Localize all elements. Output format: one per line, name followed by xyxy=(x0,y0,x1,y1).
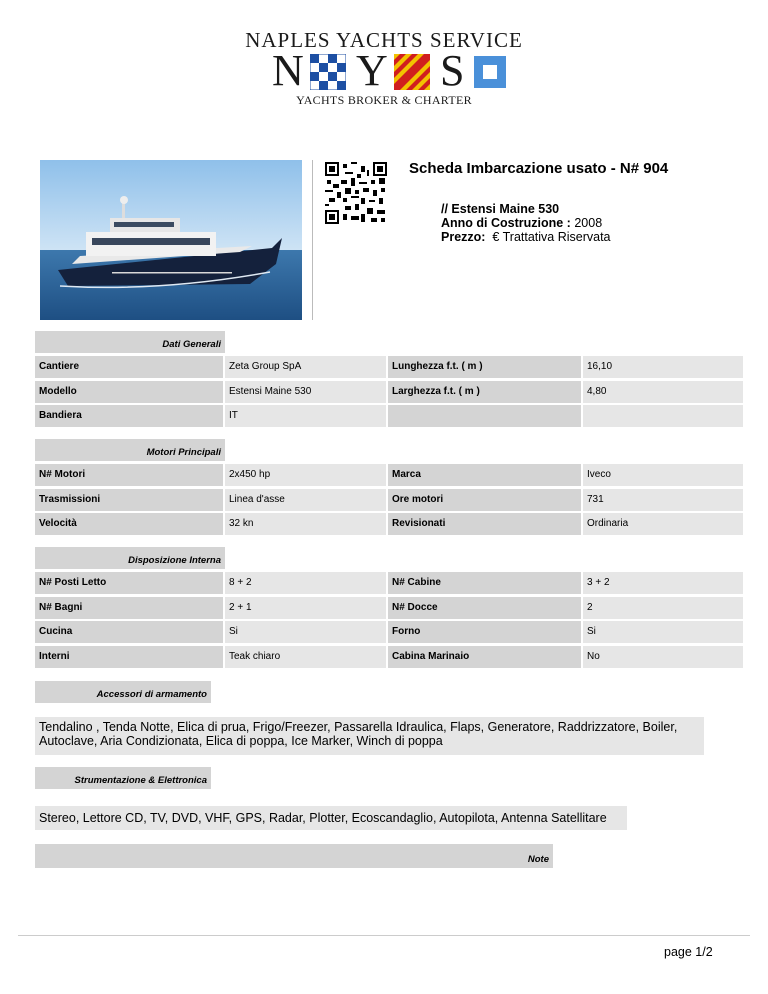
field-value: 32 kn xyxy=(225,513,386,535)
accessori-text: Tendalino , Tenda Notte, Elica di prua, Frigo/Freezer, Passarella Idraulica, Flaps, Generatore, Raddrizzatore, Boiler, Autoclave, Aria Condizionata, Elica di poppa, Ice Marker, Winch di poppa xyxy=(35,717,704,755)
field-value: Linea d'asse xyxy=(225,489,386,511)
page-title: Scheda Imbarcazione usato - N# 904 xyxy=(409,160,669,177)
field-label: N# Posti Letto xyxy=(35,572,223,594)
field-value: Estensi Maine 530 xyxy=(225,381,386,403)
section-header-note xyxy=(35,844,553,868)
field-label: Modello xyxy=(35,381,223,403)
section-title: Accessori di armamento xyxy=(96,689,207,700)
section-header-motori xyxy=(35,439,225,461)
yacht-photo xyxy=(40,160,302,320)
field-label: N# Cabine xyxy=(388,572,581,594)
section-header-accessori xyxy=(35,681,211,703)
field-label: Ore motori xyxy=(388,489,581,511)
field-label: Trasmissioni xyxy=(35,489,223,511)
field-value: IT xyxy=(225,405,386,427)
field-label: Forno xyxy=(388,621,581,643)
boat-summary xyxy=(441,202,611,244)
field-label: Lunghezza f.t. ( m ) xyxy=(388,356,581,378)
section-title: Note xyxy=(527,854,549,865)
field-value: Teak chiaro xyxy=(225,646,386,668)
square-flag-icon xyxy=(474,56,506,88)
section-title: Strumentazione & Elettronica xyxy=(74,775,207,786)
field-label: Bandiera xyxy=(35,405,223,427)
qr-code-icon xyxy=(325,162,387,224)
field-value: No xyxy=(583,646,743,668)
field-label: Cantiere xyxy=(35,356,223,378)
year-label: Anno di Costruzione : xyxy=(441,216,571,230)
field-value: 16,10 xyxy=(583,356,743,378)
field-value: Iveco xyxy=(583,464,743,486)
table-row xyxy=(35,597,743,619)
field-value: 4,80 xyxy=(583,381,743,403)
section-title: Dati Generali xyxy=(162,339,221,350)
logo-letter-n: N xyxy=(272,46,304,95)
field-label: Larghezza f.t. ( m ) xyxy=(388,381,581,403)
field-value: Si xyxy=(225,621,386,643)
model-line: // Estensi Maine 530 xyxy=(441,202,560,216)
table-row xyxy=(35,381,743,403)
checker-flag-icon xyxy=(310,54,346,90)
table-row xyxy=(35,489,743,511)
field-label: Marca xyxy=(388,464,581,486)
section-header-strumentazione xyxy=(35,767,211,789)
logo-mark xyxy=(270,46,510,95)
field-label: Cucina xyxy=(35,621,223,643)
field-value: 8 + 2 xyxy=(225,572,386,594)
page-number: page 1/2 xyxy=(664,945,713,959)
field-value: 3 + 2 xyxy=(583,572,743,594)
striped-flag-icon xyxy=(394,54,430,90)
table-row xyxy=(35,646,743,668)
section-header-disposizione xyxy=(35,547,225,569)
field-label: Revisionati xyxy=(388,513,581,535)
section-title: Disposizione Interna xyxy=(128,555,221,566)
field-value: 2 + 1 xyxy=(225,597,386,619)
field-value: Zeta Group SpA xyxy=(225,356,386,378)
field-value: Si xyxy=(583,621,743,643)
field-value: Ordinaria xyxy=(583,513,743,535)
logo-letter-s: S xyxy=(440,46,465,95)
field-label: N# Motori xyxy=(35,464,223,486)
table-row xyxy=(35,405,743,427)
divider-line xyxy=(312,160,313,320)
footer-divider xyxy=(18,935,750,936)
strumentazione-text: Stereo, Lettore CD, TV, DVD, VHF, GPS, Radar, Plotter, Ecoscandaglio, Autopilota, Antenna Satellitare xyxy=(35,806,627,830)
field-value: 2x450 hp xyxy=(225,464,386,486)
table-row xyxy=(35,356,743,378)
field-label: Velocità xyxy=(35,513,223,535)
year-value: 2008 xyxy=(574,216,603,230)
section-header-dati-generali xyxy=(35,331,225,353)
table-row xyxy=(35,464,743,486)
logo-letter-y: Y xyxy=(356,46,388,95)
section-title: Motori Principali xyxy=(146,447,221,458)
field-label: Cabina Marinaio xyxy=(388,646,581,668)
price-label: Prezzo: xyxy=(441,230,486,244)
field-label: N# Bagni xyxy=(35,597,223,619)
field-value xyxy=(583,405,743,427)
logo-company-name: NAPLES YACHTS SERVICE xyxy=(245,28,523,52)
field-label: N# Docce xyxy=(388,597,581,619)
field-label xyxy=(388,405,581,427)
logo-subtitle: YACHTS BROKER & CHARTER xyxy=(296,93,472,107)
table-row xyxy=(35,572,743,594)
table-row xyxy=(35,513,743,535)
field-value: 731 xyxy=(583,489,743,511)
table-row xyxy=(35,621,743,643)
price-value: € Trattativa Riservata xyxy=(492,230,611,244)
field-value: 2 xyxy=(583,597,743,619)
field-label: Interni xyxy=(35,646,223,668)
